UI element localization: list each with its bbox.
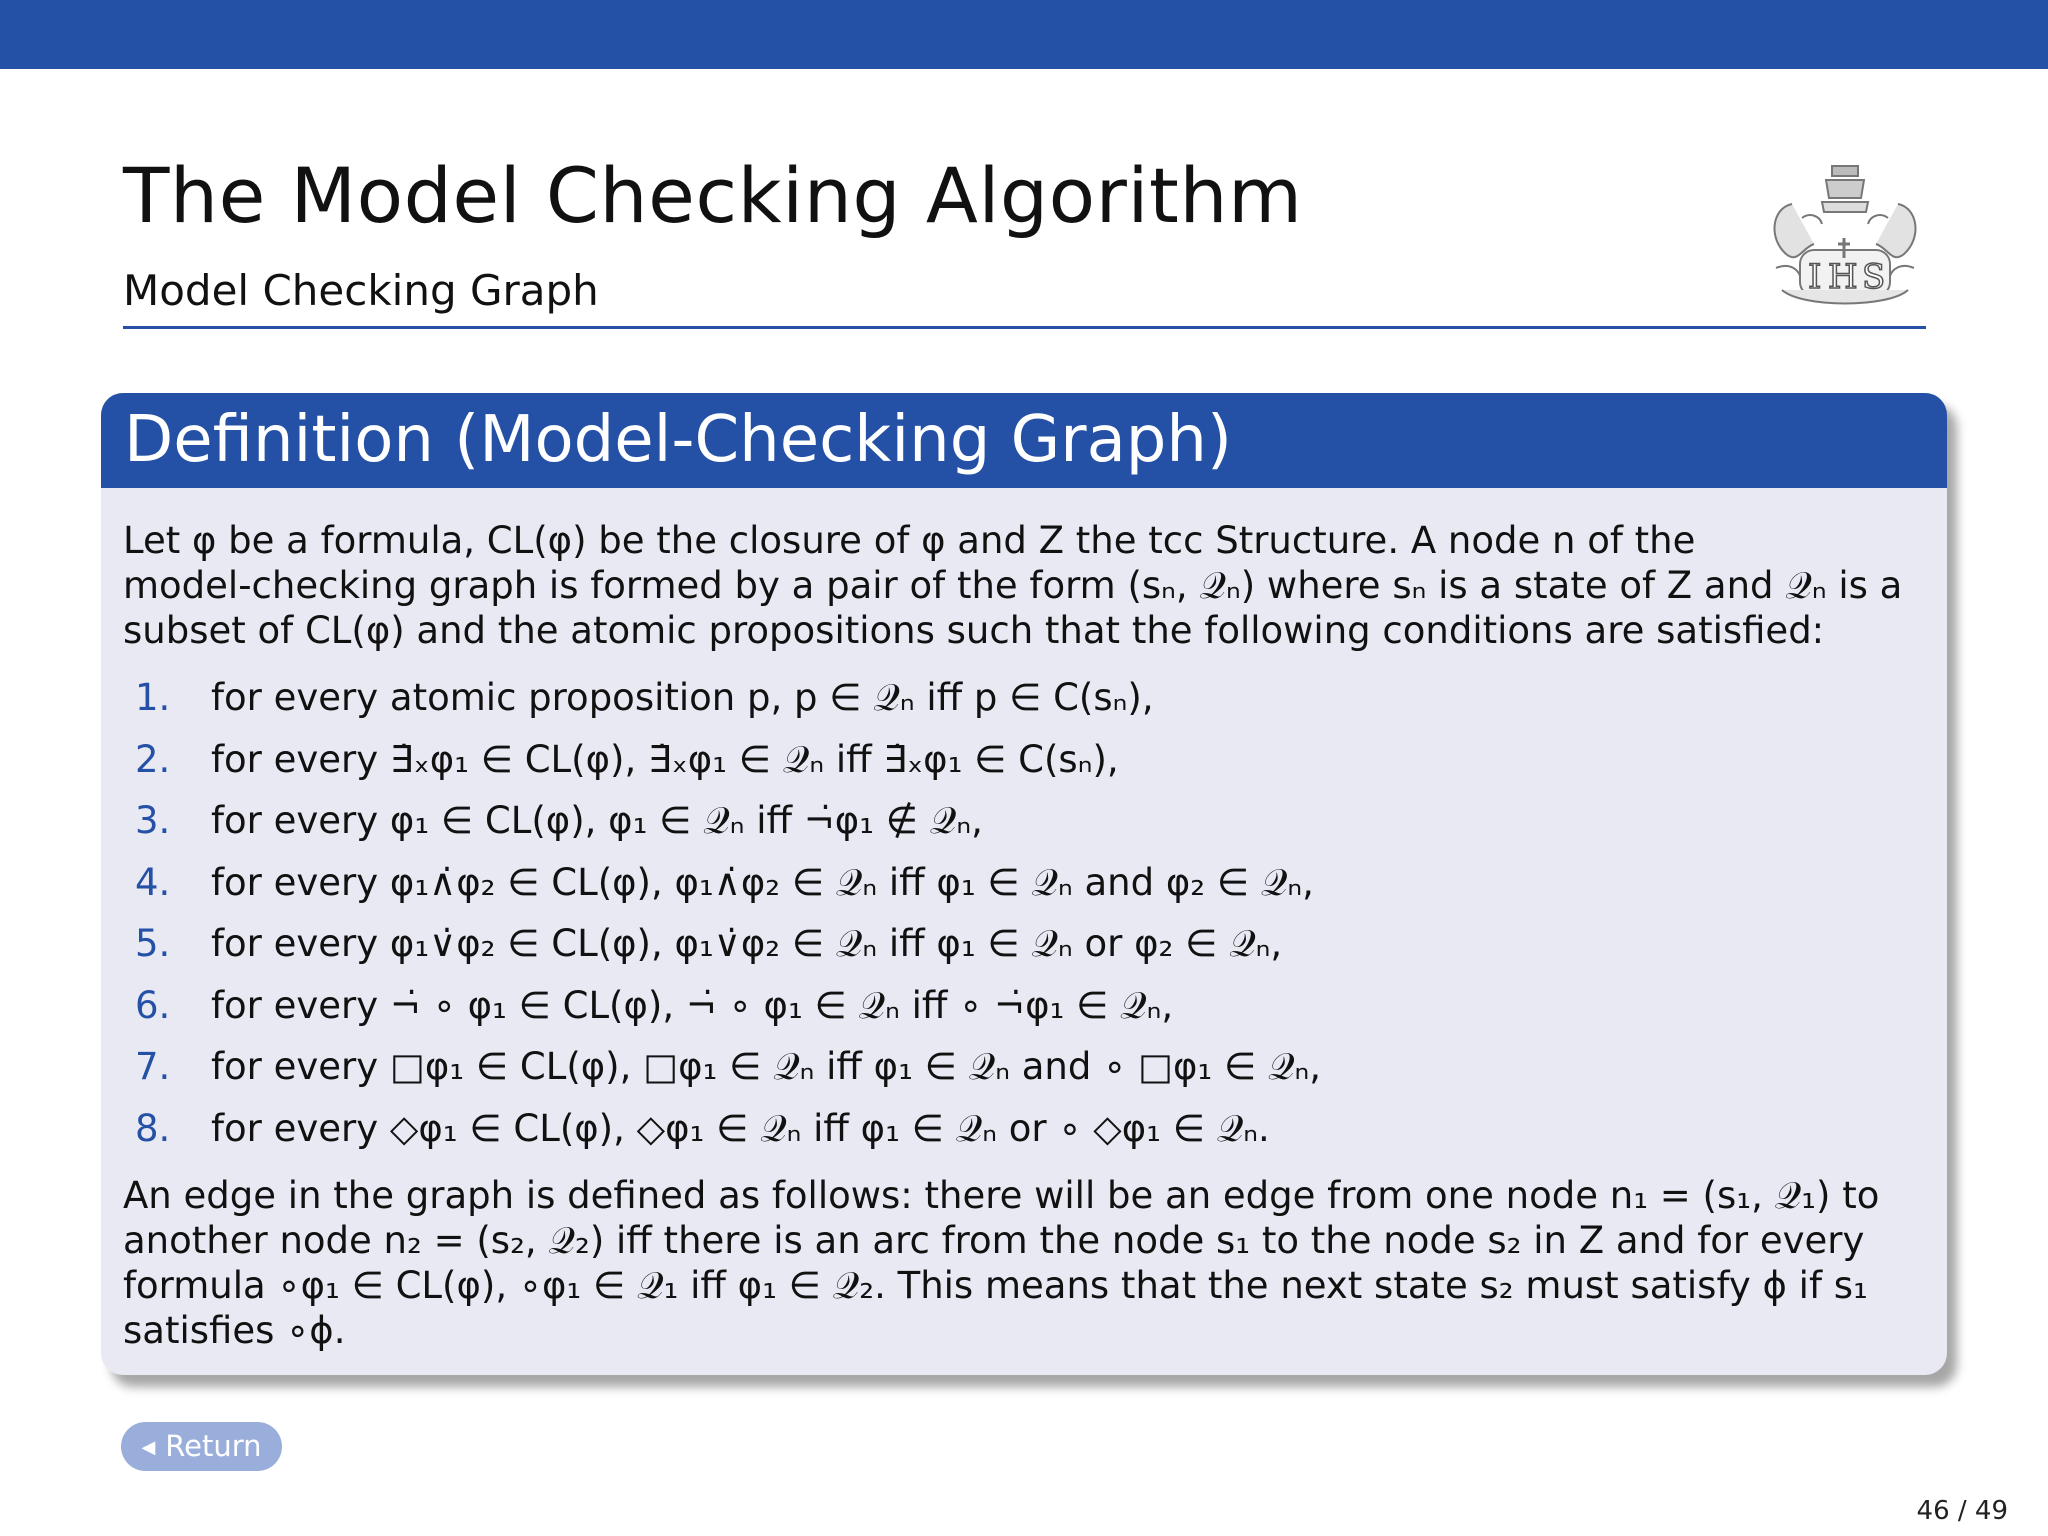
definition-intro-line: Let φ be a formula, CL(φ) be the closure of φ and Z the tcc Structure. A node n of the xyxy=(123,519,1696,562)
condition-text: for every φ₁∧̇φ₂ ∈ CL(φ), φ₁∧̇φ₂ ∈ 𝒬ₙ iff φ₁ ∈ 𝒬ₙ and φ₂ ∈ 𝒬ₙ, xyxy=(211,860,1314,904)
return-label: Return xyxy=(165,1429,262,1463)
condition-number: 4. xyxy=(135,860,171,904)
svg-text:S: S xyxy=(1862,257,1886,297)
triangle-left-icon: ◀ xyxy=(141,1437,156,1458)
condition-item xyxy=(123,852,1917,914)
page-subtitle: Model Checking Graph xyxy=(123,266,599,315)
definition-heading: Definition (Model-Checking Graph) xyxy=(101,393,1947,488)
university-crest-logo xyxy=(1762,158,1928,318)
condition-number: 3. xyxy=(135,799,171,843)
condition-item xyxy=(123,1098,1917,1160)
condition-number: 2. xyxy=(135,737,171,781)
edge-definition-line: another node n₂ = (s₂, 𝒬₂) iff there is an arc from the node s₁ to the node s₂ in Z and for every xyxy=(123,1219,1865,1262)
condition-text: for every ¬̇ ∘ φ₁ ∈ CL(φ), ¬̇ ∘ φ₁ ∈ 𝒬ₙ iff ∘ ¬̇φ₁ ∈ 𝒬ₙ, xyxy=(211,983,1174,1027)
definition-intro-line: subset of CL(φ) and the atomic propositions such that the following conditions are satisfied: xyxy=(123,609,1825,652)
condition-number: 6. xyxy=(135,983,171,1027)
condition-text: for every atomic proposition p, p ∈ 𝒬ₙ iff p ∈ C(sₙ), xyxy=(211,676,1154,720)
svg-text:I: I xyxy=(1808,257,1822,297)
edge-definition-line: satisfies ∘ϕ. xyxy=(123,1309,346,1352)
return-button[interactable] xyxy=(121,1422,282,1471)
edge-definition-line: formula ∘φ₁ ∈ CL(φ), ∘φ₁ ∈ 𝒬₁ iff φ₁ ∈ 𝒬₂. This means that the next state s₂ must satisfy ϕ if s₁ xyxy=(123,1264,1868,1307)
edge-definition-line: An edge in the graph is defined as follows: there will be an edge from one node n₁ = (s₁, 𝒬₁) to xyxy=(123,1174,1880,1217)
condition-item xyxy=(123,729,1917,791)
page-title: The Model Checking Algorithm xyxy=(123,151,1303,240)
condition-item xyxy=(123,667,1917,729)
condition-item xyxy=(123,975,1917,1037)
condition-list xyxy=(123,667,1917,1159)
definition-block xyxy=(101,393,1947,1375)
svg-text:H: H xyxy=(1828,257,1858,297)
condition-text: for every φ₁ ∈ CL(φ), φ₁ ∈ 𝒬ₙ iff ¬̇φ₁ ∉ 𝒬ₙ, xyxy=(211,799,983,843)
condition-text: for every □φ₁ ∈ CL(φ), □φ₁ ∈ 𝒬ₙ iff φ₁ ∈ 𝒬ₙ and ∘ □φ₁ ∈ 𝒬ₙ, xyxy=(211,1045,1322,1089)
condition-number: 5. xyxy=(135,922,171,966)
condition-item xyxy=(123,913,1917,975)
condition-number: 8. xyxy=(135,1106,171,1150)
condition-text: for every ◇φ₁ ∈ CL(φ), ◇φ₁ ∈ 𝒬ₙ iff φ₁ ∈ 𝒬ₙ or ∘ ◇φ₁ ∈ 𝒬ₙ. xyxy=(211,1106,1270,1150)
condition-number: 7. xyxy=(135,1045,171,1089)
condition-text: for every φ₁∨̇φ₂ ∈ CL(φ), φ₁∨̇φ₂ ∈ 𝒬ₙ iff φ₁ ∈ 𝒬ₙ or φ₂ ∈ 𝒬ₙ, xyxy=(211,922,1283,966)
condition-item xyxy=(123,790,1917,852)
condition-item xyxy=(123,1036,1917,1098)
condition-number: 1. xyxy=(135,676,171,720)
definition-body xyxy=(101,488,1947,1353)
definition-intro-line: model-checking graph is formed by a pair of the form (sₙ, 𝒬ₙ) where sₙ is a state of Z and 𝒬ₙ is a xyxy=(123,564,1903,607)
condition-text: for every ∃̇ₓφ₁ ∈ CL(φ), ∃̇ₓφ₁ ∈ 𝒬ₙ iff ∃̇ₓφ₁ ∈ C(sₙ), xyxy=(211,737,1119,781)
page-number: 46 / 49 xyxy=(1916,1496,2008,1526)
top-header-bar xyxy=(0,0,2048,69)
title-divider xyxy=(123,326,1926,329)
